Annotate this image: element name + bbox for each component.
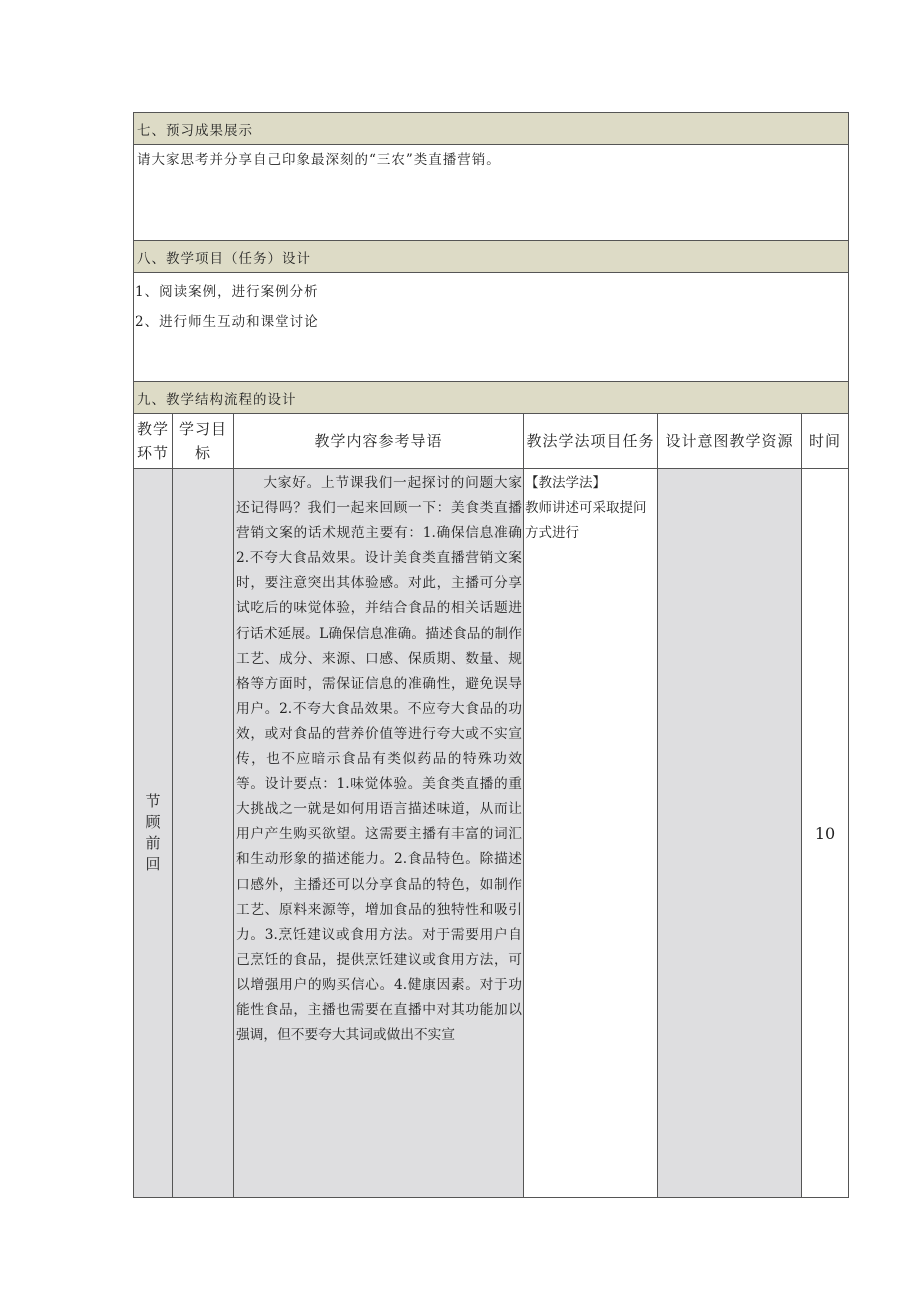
task-item-1: 1、阅读案例，进行案例分析 xyxy=(135,284,319,300)
header-time: 时间 xyxy=(802,414,849,469)
header-intent: 设计意图教学资源 xyxy=(658,414,802,469)
task-item-2: 2、进行师生互动和课堂讨论 xyxy=(135,314,319,330)
goal-cell xyxy=(173,469,234,1198)
section-7-title: 七、预习成果展示 xyxy=(134,113,849,145)
section-7-text: 请大家思考并分享自己印象最深刻的“三农”类直播营销。 xyxy=(134,145,849,241)
content-cell: 大家好。上节课我们一起探讨的问题大家还记得吗？我们一起来回顾一下：美食类直播营销文案的话术规范主要有：1.确保信息准确2.不夸大食品效果。设计美食类直播营销文案时，要注意突出其体验感。对此，主播可分享试吃后的味觉体验，并结合食品的相关话题进行话术延展。L确保信息准确。描述食品的制作工艺、成分、来源、口感、保质期、数量、规格等方面时，需保证信息的准确性，避免误导用户。2.不夸大食品效果。不应夸大食品的功效，或对食品的营养价值等进行夸大或不实宣传，也不应暗示食品有类似药品的特殊功效等。设计要点：1.味觉体验。美食类直播的重大挑战之一就是如何用语言描述味道，从而让用户产生购买欲望。这需要主播有丰富的词汇和生动形象的描述能力。2.食品特色。除描述口感外，主播还可以分享食品的特色，如制作工艺、原料来源等，增加食品的独特性和吸引力。3.烹饪建议或食用方法。对于需要用户自己烹饪的食品，提供烹饪建议或食用方法，可以增强用户的购买信心。4.健康因素。对于功能性食品，主播也需要在直播中对其功能加以强调，但不要夸大其词或做出不实宣 xyxy=(234,469,524,1198)
lesson-plan-table xyxy=(133,112,849,1198)
time-cell: 10 xyxy=(802,469,849,1198)
section-8-title: 八、教学项目（任务）设计 xyxy=(134,241,849,273)
header-method: 教法学法项目任务 xyxy=(524,414,658,469)
header-goal: 学习目标 xyxy=(173,414,234,469)
method-cell xyxy=(524,469,658,1198)
phase-label: 节顾前回 xyxy=(145,792,161,873)
method-text: 教师讲述可采取提问方式进行 xyxy=(525,500,647,541)
section-8-body xyxy=(134,273,849,382)
section-9-title: 九、教学结构流程的设计 xyxy=(134,382,849,414)
intent-cell xyxy=(658,469,802,1198)
method-title: 【教法学法】 xyxy=(525,475,606,491)
lesson-plan-sheet xyxy=(133,112,848,1198)
header-phase: 教学环节 xyxy=(134,414,173,469)
phase-cell xyxy=(134,469,173,1198)
header-content: 教学内容参考导语 xyxy=(234,414,524,469)
